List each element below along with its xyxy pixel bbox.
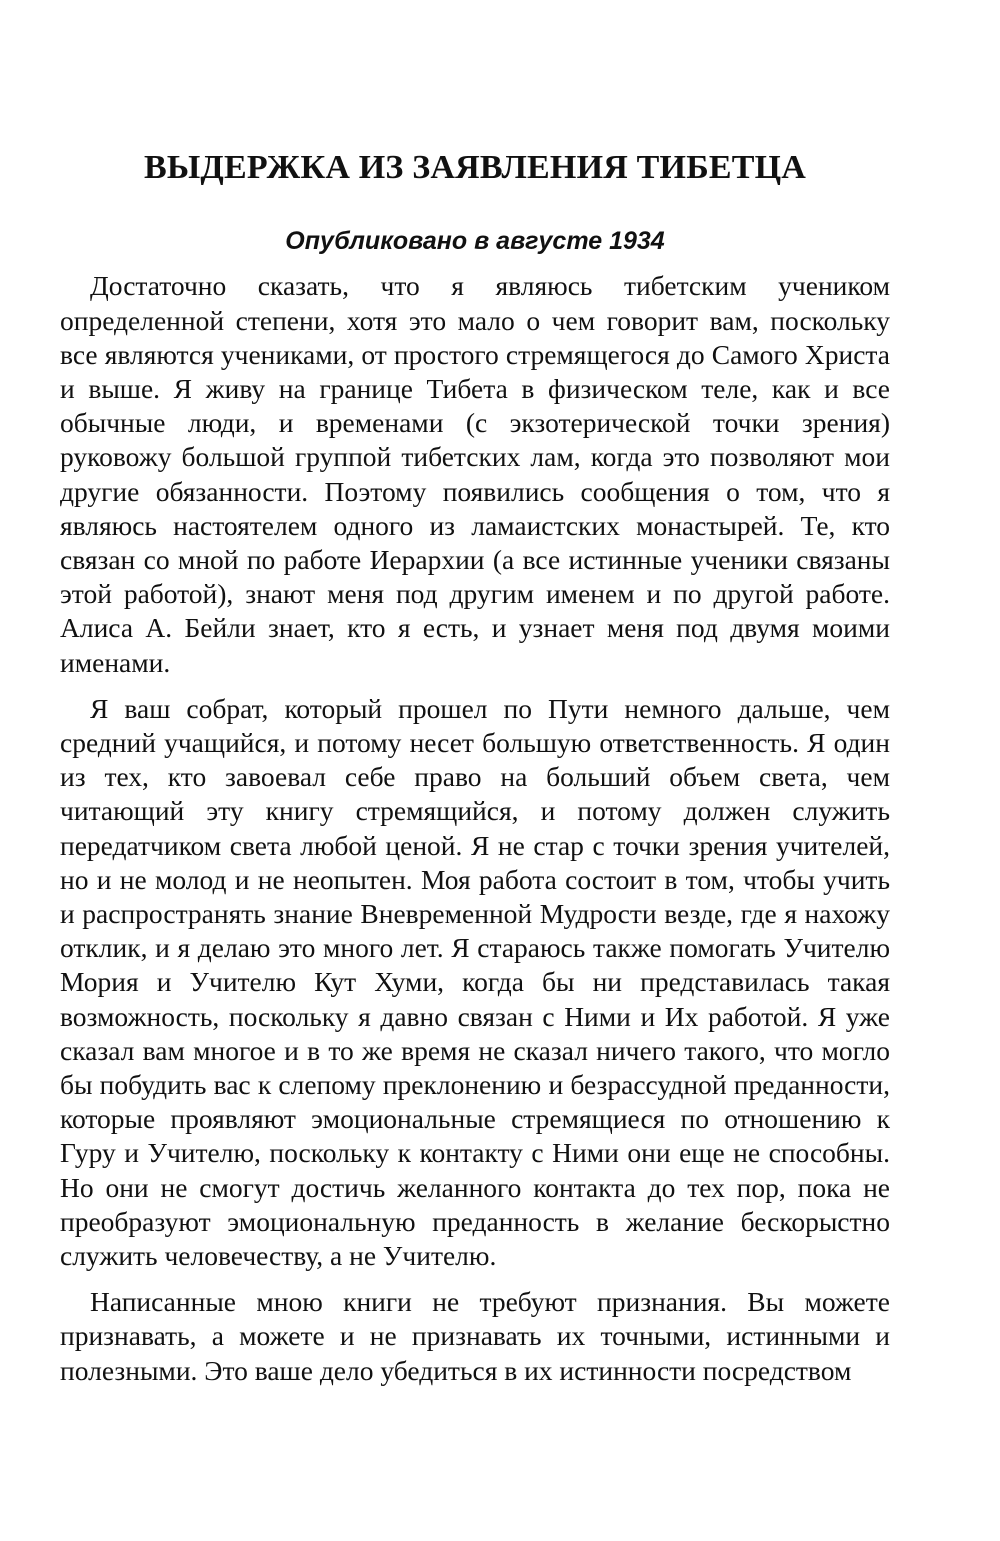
page-subtitle: Опубликовано в августе 1934 [285,226,665,255]
paragraph-3: Написанные мною книги не требуют признания. Вы можете признавать, а можете и не признавать их точными, истинными и полезными. Это ваше дело убедиться в их истинности посредством [60,1286,890,1386]
page-title: ВЫДЕРЖКА ИЗ ЗАЯВЛЕНИЯ ТИБЕТЦА [143,149,807,186]
paragraph-2: Я ваш собрат, который прошел по Пути немного дальше, чем средний учащийся, и потому несет большую ответственность. Я один из тех, кто завоевал себе право на больший объем света, чем читающий эту книгу стремящийся, и потому должен служить передатчиком света любой ценой. Я не стар с точки зрения учителей, но и не молод и не неопытен. Моя работа состоит в том, чтобы учить и распространять знание Вневременной Мудрости везде, где я нахожу отклик, и я делаю это много лет. Я стараюсь также помогать Учителю Мория и Учителю Кут Хуми, когда бы ни представилась такая возможность, поскольку я давно связан с Ними и Их работой. Я уже сказал вам многое и в то же время не сказал ничего такого, что могло бы побудить вас к слепому преклонению и безрассудной преданности, которые проявляют эмоциональные стремящиеся по отношению к Гуру и Учителю, поскольку к контакту с Ними они еще не способны. Но они не смогут достичь желанного контакта до тех пор, пока не преобразуют эмоциональную преданность в желание бескорыстно служить человечеству, а не Учителю. [60,692,890,1271]
paragraph-1: Достаточно сказать, что я являюсь тибетским учеником определенной степени, хотя это мало о чем говорит вам, поскольку все являются учениками, от простого стремящегося до Самого Христа и выше. Я живу на границе Тибета в физическом теле, как и все обычные люди, и временами (с экзотерической точки зрения) руковожу большой группой тибетских лам, когда это позволяют мои другие обязанности. Поэтому появились сообщения о том, что я являюсь настоятелем одного из ламаистских монастырей. Те, кто связан со мной по работе Иерархии (а все истинные ученики связаны этой работой), знают меня под другим именем и по другой работе. Алиса А. Бейли знает, кто я есть, и узнает меня под двумя моими именами. [60,270,890,678]
